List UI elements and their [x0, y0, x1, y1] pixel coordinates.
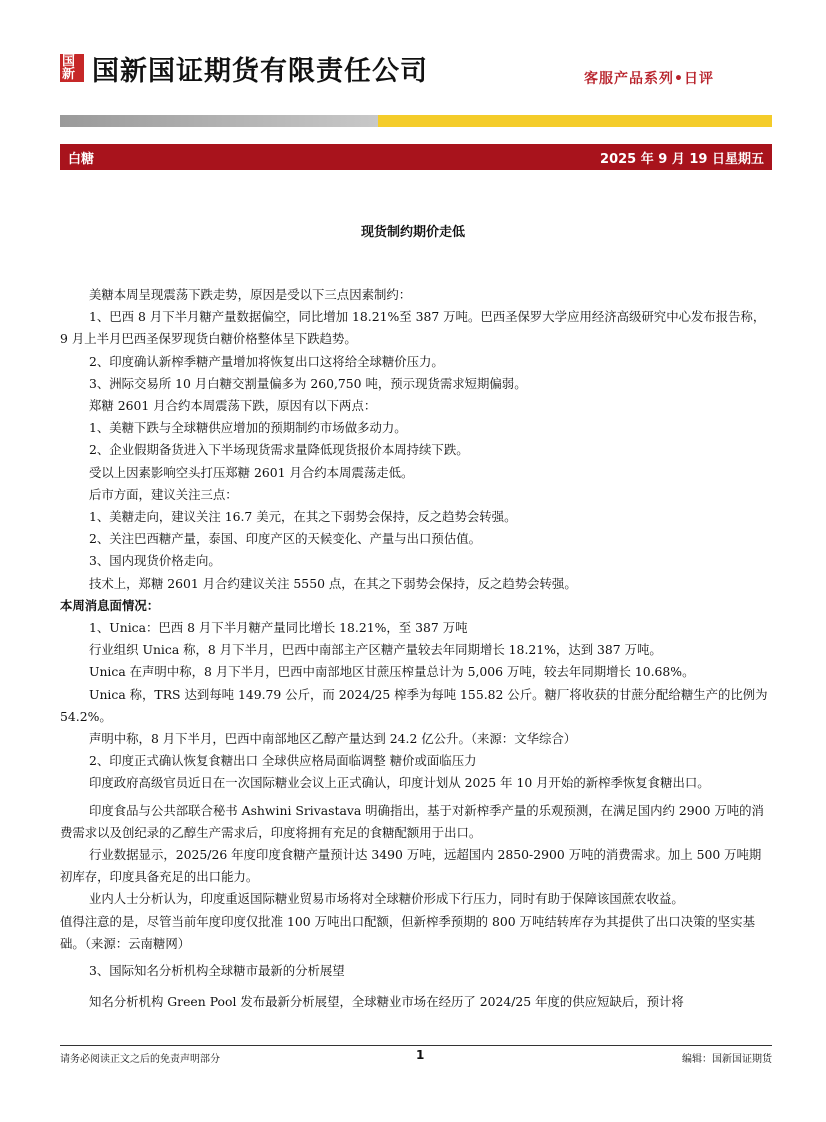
paragraph: 1、巴西 8 月下半月糖产量数据偏空，同比增加 18.21%至 387 万吨。巴西圣保罗大学应用经济高级研究中心发布报告称，9 月上半月巴西圣保罗现货白糖价格整体呈下跌趋势。: [60, 309, 766, 347]
disclaimer-note: 请务必阅读正文之后的免责声明部分: [60, 1054, 220, 1065]
paragraph: 3、国内现货价格走向。: [89, 553, 221, 569]
commodity-label: 白糖: [68, 151, 95, 167]
news-item: 业内人士分析认为，印度重返国际糖业贸易市场将对全球糖价形成下行压力，同时有助于保障该国蔗农收益。: [89, 891, 684, 907]
news-item: 2、印度正式确认恢复食糖出口 全球供应格局面临调整 糖价或面临压力: [89, 753, 477, 769]
news-item: 1、Unica：巴西 8 月下半月糖产量同比增长 18.21%，至 387 万吨: [89, 620, 468, 636]
company-name: 国新国证期货有限责任公司: [92, 55, 428, 87]
news-item: 值得注意的是，尽管当前年度印度仅批准 100 万吨出口配额，但新榨季预期的 800 万吨结转库存为其提供了出口决策的坚实基础。（来源：云南糖网）: [60, 913, 755, 951]
news-item: 印度食品与公共部联合秘书 Ashwini Srivastava 明确指出，基于对新榨季产量的乐观预测，在满足国内约 2900 万吨的消费需求以及创纪录的乙醇生产需求后，印度将拥有充足的食糖配额用于出口。: [60, 802, 764, 840]
paragraph: 后市方面，建议关注三点：: [89, 486, 238, 502]
document-title: 现货制约期价走低: [360, 225, 465, 240]
series-label: 客服产品系列•日评: [584, 71, 714, 87]
news-item: 3、国际知名分析机构全球糖市最新的分析展望: [89, 963, 345, 979]
logo-mark-icon: 国新: [60, 54, 84, 82]
paragraph: 2、关注巴西糖产量，泰国、印度产区的天候变化、产量与出口预估值。: [89, 531, 481, 547]
news-item: 声明中称，8 月下半月，巴西中南部地区乙醇产量达到 24.2 亿公升。（来源：文华综合）: [89, 731, 577, 747]
paragraph: 1、美糖下跌与全球糖供应增加的预期制约市场做多动力。: [89, 420, 407, 436]
news-heading: 本周消息面情况：: [60, 597, 160, 613]
band-yellow: [378, 115, 772, 127]
news-item: Unica 在声明中称，8 月下半月，巴西中南部地区甘蔗压榨量总计为 5,006 万吨，较去年同期增长 10.68%。: [89, 664, 695, 680]
news-item: 行业数据显示，2025/26 年度印度食糖产量预计达 3490 万吨，远超国内 2850-2900 万吨的消费需求。加上 500 万吨期初库存，印度具备充足的出口能力。: [60, 847, 762, 885]
company-logo: [60, 50, 428, 86]
header-color-band: [60, 115, 772, 127]
paragraph: 2、印度确认新榨季糖产量增加将恢复出口这将给全球糖价压力。: [89, 353, 444, 369]
paragraph: 技术上，郑糖 2601 月合约建议关注 5550 点，在其之下弱势会保持，反之趋势会转强。: [89, 575, 577, 591]
page-footer: [60, 1050, 772, 1068]
page-number: 1: [416, 1048, 425, 1062]
report-body: [60, 284, 772, 1014]
title-bar: [60, 144, 772, 170]
report-date: 2025 年 9 月 19 日星期五: [600, 151, 764, 167]
news-item: 印度政府高级官员近日在一次国际糖业会议上正式确认，印度计划从 2025 年 10 月开始的新榨季恢复食糖出口。: [89, 775, 710, 791]
paragraph: 2、企业假期备货进入下半场现货需求量降低现货报价本周持续下跌。: [89, 442, 469, 458]
editor-credit: 编辑：国新国证期货: [682, 1054, 772, 1065]
footer-divider: [60, 1045, 772, 1046]
paragraph: 美糖本周呈现震荡下跌走势，原因是受以下三点因素制约：: [89, 287, 412, 302]
news-item: 知名分析机构 Green Pool 发布最新分析展望，全球糖业市场在经历了 2024/25 年度的供应短缺后，预计将: [89, 994, 684, 1010]
paragraph: 郑糖 2601 月合约本周震荡下跌，原因有以下两点：: [89, 398, 377, 414]
news-item: Unica 称，TRS 达到每吨 149.79 公斤，而 2024/25 榨季为每吨 155.82 公斤。糖厂将收获的甘蔗分配给糖生产的比例为 54.2%。: [60, 686, 768, 724]
paragraph: 受以上因素影响空头打压郑糖 2601 月合约本周震荡走低。: [89, 464, 414, 480]
band-grey: [60, 115, 378, 127]
paragraph: 3、洲际交易所 10 月白糖交割量偏多为 260,750 吨，预示现货需求短期偏弱。: [89, 375, 527, 391]
paragraph: 1、美糖走向，建议关注 16.7 美元，在其之下弱势会保持，反之趋势会转强。: [89, 509, 517, 525]
news-item: 行业组织 Unica 称，8 月下半月，巴西中南部主产区糖产量较去年同期增长 18.21%，达到 387 万吨。: [89, 642, 662, 658]
